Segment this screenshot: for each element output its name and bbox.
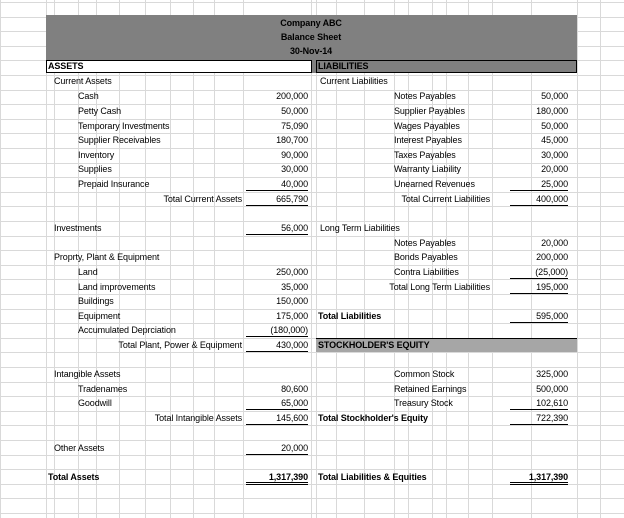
liabilities-title: LIABILITIES [318, 61, 369, 71]
asset-label: Supplies [78, 164, 112, 174]
liability-label: Supplier Payables [394, 106, 465, 116]
liability-value: 45,000 [541, 135, 568, 145]
liability-value: 180,000 [536, 106, 568, 116]
asset-label: Temporary Investments [78, 121, 170, 131]
asset-value: 75,090 [281, 121, 308, 131]
ppe-label: Land improvements [78, 282, 156, 292]
assets-title: ASSETS [48, 61, 84, 71]
total-long-term-liabilities-label: Total Long Term Liabilities [389, 282, 490, 292]
ppe-label: Buildings [78, 296, 114, 306]
liability-value: 50,000 [541, 91, 568, 101]
liability-value: (25,000) [510, 265, 568, 279]
intangible-value: 65,000 [246, 396, 308, 410]
asset-label: Inventory [78, 150, 115, 160]
asset-label: Cash [78, 91, 99, 101]
intangible-label: Tradenames [78, 384, 128, 394]
asset-label: Prepaid Insurance [78, 179, 150, 189]
total-long-term-liabilities-value: 195,000 [510, 280, 568, 294]
intangible-value: 80,600 [281, 384, 308, 394]
total-current-liabilities-value: 400,000 [510, 192, 568, 206]
liability-value: 20,000 [541, 164, 568, 174]
assets-header-box [46, 60, 312, 73]
equity-title: STOCKHOLDER'S EQUITY [318, 340, 430, 350]
intangible-label: Goodwill [78, 398, 112, 408]
total-liabilities-label: Total Liabilities [318, 311, 382, 321]
total-assets-label: Total Assets [48, 472, 100, 482]
ppe-heading: Proprty, Plant & Equipment [54, 252, 160, 262]
company-name: Company ABC [280, 18, 342, 28]
equity-label: Retained Earnings [394, 384, 467, 394]
total-current-assets-label: Total Current Assets [163, 194, 242, 204]
long-term-liabilities-heading: Long Term Liabilities [320, 223, 400, 233]
liability-value: 200,000 [536, 252, 568, 262]
total-intangible-value: 145,600 [246, 411, 308, 425]
total-equity-label: Total Stockholder's Equity [318, 413, 428, 423]
liability-value: 20,000 [541, 238, 568, 248]
asset-value: 90,000 [281, 150, 308, 160]
investments-label: Investments [54, 223, 102, 233]
equity-label: Treasury Stock [394, 398, 453, 408]
total-assets-value: 1,317,390 [246, 470, 308, 485]
liability-value: 50,000 [541, 121, 568, 131]
ppe-value: 150,000 [276, 296, 308, 306]
ppe-value: 175,000 [276, 311, 308, 321]
current-liabilities-heading: Current Liabilities [320, 76, 388, 86]
ppe-label: Accumulated Deprciation [78, 325, 176, 335]
ppe-label: Equipment [78, 311, 121, 321]
liability-label: Taxes Payables [394, 150, 456, 160]
ppe-label: Land [78, 267, 98, 277]
liability-label: Notes Payables [394, 91, 456, 101]
liability-label: Notes Payables [394, 238, 456, 248]
equity-value: 325,000 [536, 369, 568, 379]
asset-value: 30,000 [281, 164, 308, 174]
total-equity-value: 722,390 [510, 411, 568, 425]
investments-value: 56,000 [246, 221, 308, 235]
liability-value: 30,000 [541, 150, 568, 160]
intangible-heading: Intangible Assets [54, 369, 121, 379]
asset-value: 180,700 [276, 135, 308, 145]
ppe-value: 250,000 [276, 267, 308, 277]
total-liabilities-value: 595,000 [510, 309, 568, 323]
liability-label: Unearned Revenues [394, 179, 475, 189]
other-assets-label: Other Assets [54, 443, 105, 453]
ppe-value: (180,000) [246, 323, 308, 337]
liability-label: Bonds Payables [394, 252, 458, 262]
statement-date: 30-Nov-14 [289, 46, 333, 56]
total-ppe-label: Total Plant, Power & Equipment [118, 340, 242, 350]
other-assets-value: 20,000 [246, 441, 308, 455]
total-liabilities-equities-value: 1,317,390 [510, 470, 568, 485]
liability-value: 25,000 [510, 177, 568, 191]
ppe-value: 35,000 [281, 282, 308, 292]
asset-value: 50,000 [281, 106, 308, 116]
liability-label: Interest Payables [394, 135, 462, 145]
statement-title: Balance Sheet [280, 32, 342, 42]
asset-label: Supplier Receivables [78, 135, 161, 145]
liability-label: Wages Payables [394, 121, 460, 131]
current-assets-heading: Current Assets [54, 76, 112, 86]
asset-value: 200,000 [276, 91, 308, 101]
asset-label: Petty Cash [78, 106, 122, 116]
total-current-liabilities-label: Total Current Liabilities [401, 194, 490, 204]
liability-label: Contra Liabilities [394, 267, 459, 277]
asset-value: 40,000 [246, 177, 308, 191]
liability-label: Warranty Liability [394, 164, 461, 174]
total-liabilities-equities-label: Total Liabilities & Equities [318, 472, 427, 482]
equity-label: Common Stock [394, 369, 455, 379]
equity-value: 500,000 [536, 384, 568, 394]
total-intangible-label: Total Intangible Assets [154, 413, 242, 423]
equity-value: 102,610 [510, 396, 568, 410]
total-ppe-value: 430,000 [246, 338, 308, 352]
total-current-assets-value: 665,790 [246, 192, 308, 206]
